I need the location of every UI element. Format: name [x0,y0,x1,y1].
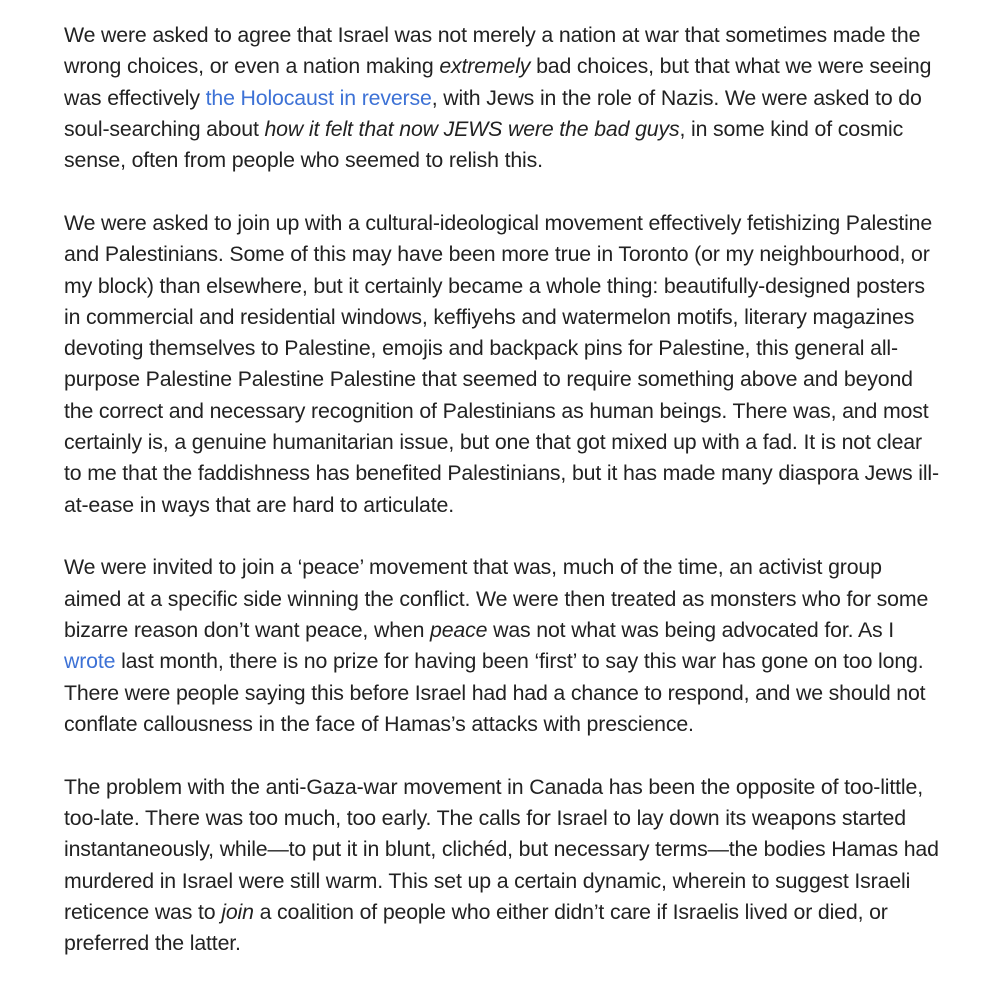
paragraph-holocaust-reverse [64,20,944,176]
emphasis-extremely: extremely [439,54,531,79]
paragraph-peace-movement [64,552,944,740]
text-segment: We were asked to agree that Israel was not merely a nation at war that sometimes made the wrong choices, or even a nation making [64,23,921,79]
text-segment: The problem with the anti-Gaza-war movement in Canada has been the opposite of too-little, too-late. There was too much, too early. The calls for Israel to lay down its weapons started instantaneously, while—to put it in blunt, clichéd, but necessary terms—the bodies Hamas had murdered in Israel were still warm. This set up a certain dynamic, wherein to suggest Israeli reticence was to [64,774,939,924]
paragraph-anti-war-movement [64,772,944,960]
text-segment: , with Jews in the role of Nazis. We were asked to do soul-searching about [64,85,922,141]
text-segment: , in some kind of cosmic sense, often from people who seemed to relish this. [64,116,904,173]
link-holocaust-in-reverse[interactable]: the Holocaust in reverse [205,85,432,110]
text-segment: We were invited to join a ‘peace’ movement that was, much of the time, an activist group aimed at a specific side winning the conflict. We were then treated as monsters who for some bizarre reason don’t want peace, when [64,555,929,643]
emphasis-join: join [221,899,254,924]
text-segment: We were asked to join up with a cultural-ideological movement effectively fetishizing Palestine and Palestinians. Some of this may have been more true in Toronto (or my neighbourhood, or my block) than elsewhere, but it certainly became a whole thing: beautifully-designed posters in commercial and residential windows, keffiyehs and watermelon motifs, literary magazines devoting themselves to Palestine, emojis and backpack pins for Palestine, this general all-purpose Palestine Palestine Palestine that seemed to require something above and beyond the correct and necessary recognition of Palestinians as human beings. There was, and most certainly is, a genuine humanitarian issue, but one that got mixed up with a fad. It is not clear to me that the faddishness has benefited Palestinians, but it has made many diaspora Jews ill-at-ease in ways that are hard to articulate. [64,210,939,517]
emphasis-peace: peace [430,618,488,643]
text-segment: was not what was being advocated for. As I [487,618,895,643]
text-segment: a coalition of people who either didn’t care if Israelis lived or died, or preferred the latter. [64,899,888,956]
link-wrote[interactable]: wrote [64,649,116,674]
text-segment: last month, there is no prize for having been ‘first’ to say this war has gone on too long. There were people saying this before Israel had had a chance to respond, and we should not conflate callousness in the face of Hamas’s attacks with prescience. [64,649,926,736]
article-body [64,20,944,991]
paragraph-fetishizing-palestine [64,208,944,521]
text-segment: bad choices, but that what we were seeing was effectively [64,54,932,110]
emphasis-jews-bad-guys: how it felt that now JEWS were the bad guys [264,116,680,141]
